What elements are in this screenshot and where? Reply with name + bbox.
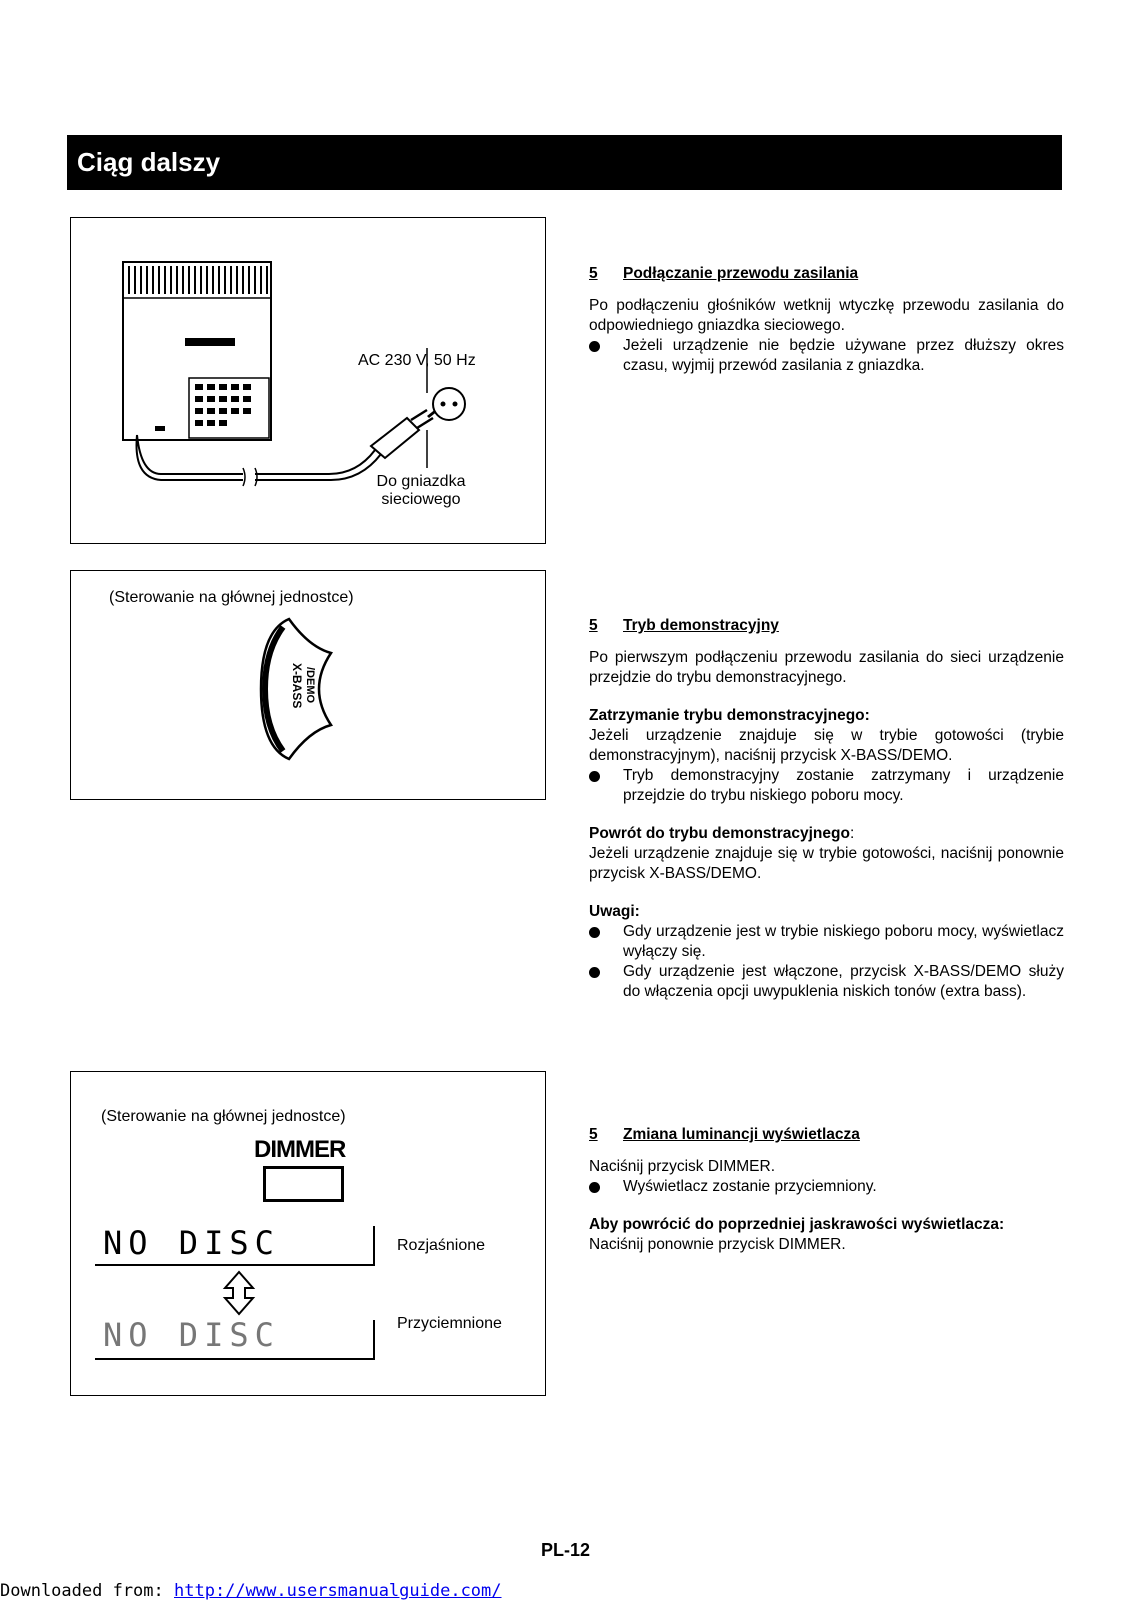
dimmer-return-para: Naciśnij ponownie przycisk DIMMER. bbox=[589, 1236, 846, 1253]
dim-display-line bbox=[95, 1358, 373, 1360]
bright-display-text: NO DISC bbox=[103, 1224, 280, 1262]
dim-label: Przyciemnione bbox=[397, 1315, 502, 1332]
figure2-caption: (Sterowanie na głównej jednostce) bbox=[109, 589, 354, 606]
dim-display-text: NO DISC bbox=[103, 1316, 280, 1354]
return-demo-heading-row bbox=[589, 824, 1064, 844]
note-bullet-1: Gdy urządzenie jest w trybie niskiego poboru mocy, wyświetlacz wyłączy się. bbox=[589, 922, 1064, 962]
section1-bullet: Jeżeli urządzenie nie będzie używane przez dłuższy okres czasu, wyjmij przewód zasilania z gniazdka. bbox=[589, 336, 1064, 376]
dim-display-bracket bbox=[373, 1320, 375, 1360]
section-power-cord bbox=[589, 264, 1064, 376]
section2-number: 5 bbox=[589, 617, 598, 634]
socket-label-line2: sieciowego bbox=[381, 491, 461, 508]
footer-prefix: Downloaded from: bbox=[0, 1581, 174, 1601]
stop-demo-heading: Zatrzymanie trybu demonstracyjnego: bbox=[589, 707, 870, 724]
figure-dimmer bbox=[70, 1071, 546, 1396]
page-number: PL-12 bbox=[540, 1540, 591, 1560]
demo-button-text: /DEMO bbox=[304, 667, 316, 704]
power-connection-illustration bbox=[71, 218, 545, 543]
xbass-button-text: X-BASS bbox=[290, 663, 304, 709]
return-demo-para: Jeżeli urządzenie znajduje się w trybie gotowości, naciśnij ponownie przycisk X-BASS/DEMO. bbox=[589, 845, 1064, 882]
figure-xbass-demo bbox=[70, 570, 546, 800]
notes-heading: Uwagi: bbox=[589, 903, 640, 920]
note-bullet-2: Gdy urządzenie jest włączone, przycisk X-BASS/DEMO służy do włączenia opcji uwypuklenia niskich tonów (extra bass). bbox=[589, 962, 1064, 1002]
section2-para: Po pierwszym podłączeniu przewodu zasilania do sieci urządzenie przejdzie do trybu demonstracyjnego. bbox=[589, 649, 1064, 686]
socket-label bbox=[371, 473, 471, 509]
figure3-caption: (Sterowanie na głównej jednostce) bbox=[101, 1108, 346, 1125]
download-footer bbox=[0, 1581, 502, 1601]
voltage-label: AC 230 V, 50 Hz bbox=[358, 352, 476, 369]
return-demo-colon: : bbox=[849, 825, 855, 842]
dimmer-label: DIMMER bbox=[254, 1136, 346, 1163]
return-demo-heading: Powrót do trybu demonstracyjnego bbox=[589, 825, 850, 842]
section-demo-mode bbox=[589, 616, 1064, 1002]
footer-link[interactable]: http://www.usersmanualguide.com/ bbox=[174, 1581, 502, 1601]
xbass-demo-button-illustration bbox=[71, 571, 545, 799]
section1-number: 5 bbox=[589, 265, 598, 282]
section3-bullet: Wyświetlacz zostanie przyciemniony. bbox=[589, 1177, 1064, 1197]
section3-title-text: Zmiana luminancji wyświetlacza bbox=[623, 1126, 860, 1143]
section2-title-text: Tryb demonstracyjny bbox=[623, 617, 779, 634]
section-dimmer bbox=[589, 1125, 1064, 1255]
figure-power-connection bbox=[70, 217, 546, 544]
socket-label-line1: Do gniazdka bbox=[376, 473, 466, 490]
section1-para: Po podłączeniu głośników wetknij wtyczkę przewodu zasilania do odpowiedniego gniazdka sieciowego. bbox=[589, 297, 1064, 334]
stop-demo-bullet: Tryb demonstracyjny zostanie zatrzymany i urządzenie przejdzie do trybu niskiego poboru mocy. bbox=[589, 766, 1064, 806]
dimmer-return-heading: Aby powrócić do poprzedniej jaskrawości wyświetlacza: bbox=[589, 1216, 1005, 1233]
section2-title bbox=[589, 616, 1064, 636]
section3-para: Naciśnij przycisk DIMMER. bbox=[589, 1158, 776, 1175]
page-title: Ciąg dalszy bbox=[77, 147, 221, 177]
section-header-bar bbox=[67, 135, 1062, 190]
bright-label: Rozjaśnione bbox=[397, 1237, 486, 1254]
section1-title-text: Podłączanie przewodu zasilania bbox=[623, 265, 859, 282]
section3-number: 5 bbox=[589, 1126, 598, 1143]
section1-title bbox=[589, 264, 1064, 284]
stop-demo-para: Jeżeli urządzenie znajduje się w trybie gotowości (trybie demonstracyjnym), naciśnij przycisk X-BASS/DEMO. bbox=[589, 727, 1064, 764]
section3-title bbox=[589, 1125, 1064, 1145]
